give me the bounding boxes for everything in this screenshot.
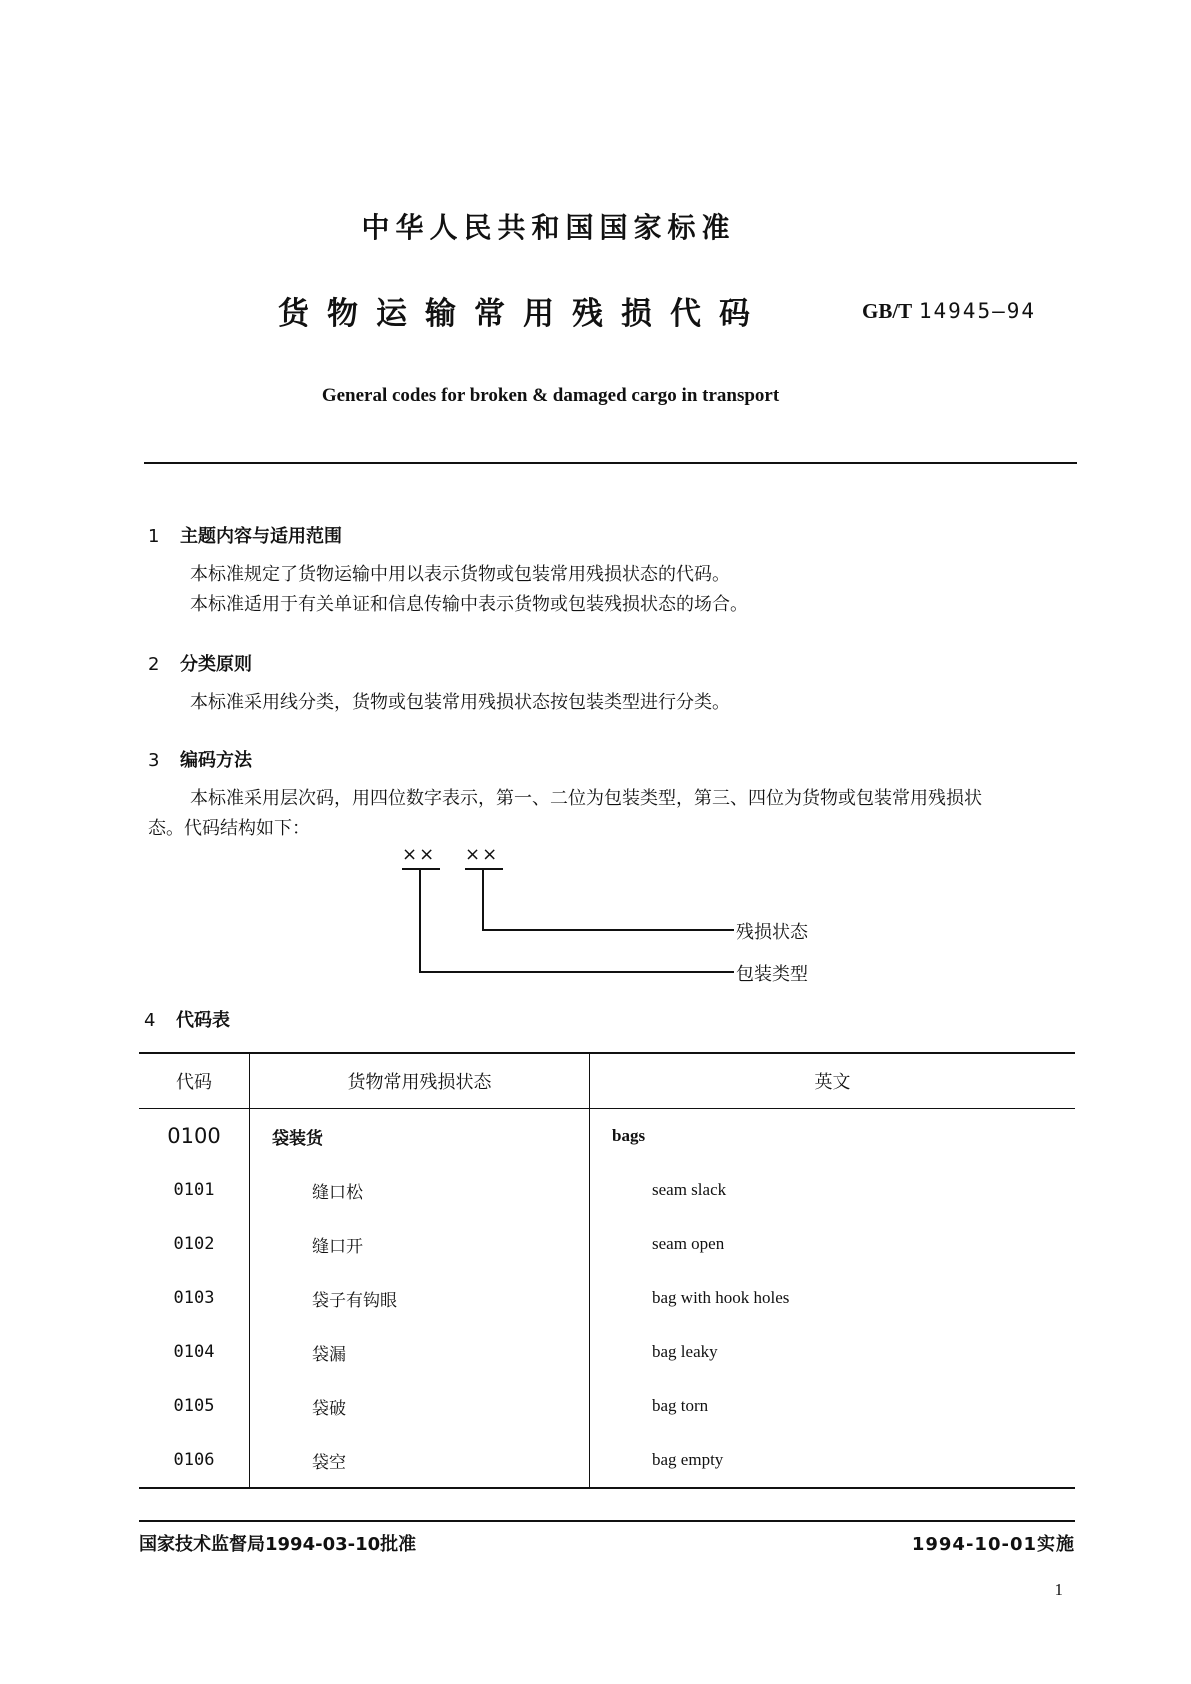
approval-date: 国家技术监督局1994-03-10批准 [139,1534,417,1555]
section-3-title: 编码方法 [180,750,252,771]
section-4-number: 4 [144,1010,156,1031]
standard-prefix: GB/T [862,299,913,323]
row-state: 袋子有钩眼 [250,1271,590,1325]
row-state: 缝口开 [250,1217,590,1271]
table-row [139,1379,1075,1433]
table-row [139,1271,1075,1325]
diagram-label-pack: 包装类型 [736,964,808,985]
table-row [139,1433,1075,1488]
effective-date: 1994-10-01实施 [911,1534,1075,1555]
row-state: 袋破 [250,1379,590,1433]
header-rule [144,462,1077,464]
document-title-cn: 货物运输常用残损代码 [278,296,768,332]
diagram-state-digits: ×× [465,844,500,865]
row-code: 0102 [139,1217,250,1271]
row-code: 0103 [139,1271,250,1325]
row-english: bag empty [590,1433,1076,1488]
diagram-connector-pack-v [419,868,421,972]
section-1-heading [148,522,342,548]
diagram-connector-state-v [482,868,484,930]
row-code: 0100 [139,1109,250,1164]
document-title-en [0,385,1191,407]
table-row [139,1325,1075,1379]
diagram-pack-digits: ×× [402,844,437,865]
section-1-para-2: 本标准适用于有关单证和信息传输中表示货物或包装残损状态的场合。 [190,594,748,615]
table-row [139,1217,1075,1271]
row-code: 0104 [139,1325,250,1379]
row-english: seam slack [652,1180,727,1199]
row-state: 缝口松 [250,1163,590,1217]
diagram-underline-state [465,868,503,870]
diagram-connector-pack-h [419,971,734,973]
section-2-heading [148,650,252,676]
row-english: bag torn [652,1396,709,1415]
header-english: 英文 [590,1053,1076,1109]
national-standard-text: 中华人民共和国国家标准 [361,211,736,244]
row-code: 0105 [139,1379,250,1433]
section-1-para-1: 本标准规定了货物运输中用以表示货物或包装常用残损状态的代码。 [190,564,730,585]
code-table [139,1052,1075,1489]
section-2-para-1: 本标准采用线分类，货物或包装常用残损状态按包装类型进行分类。 [190,692,730,713]
section-3-para-2: 态。代码结构如下： [148,818,310,839]
diagram-label-state: 残损状态 [736,922,808,943]
section-3-number: 3 [148,750,160,771]
row-english: bag leaky [652,1342,718,1361]
section-3-para-1: 本标准采用层次码，用四位数字表示，第一、二位为包装类型，第三、四位为货物或包装常用残损状 [190,788,982,809]
national-standard-heading [0,206,1191,246]
header-code: 代码 [139,1053,250,1109]
row-state: 袋空 [250,1433,590,1488]
section-2-number: 2 [148,654,160,675]
footer-rule [139,1520,1075,1522]
table-header-row [139,1053,1075,1109]
standard-number: 14945—94 [918,299,1037,323]
standard-code [862,299,1036,324]
section-3-heading [148,746,252,772]
diagram-underline-pack [402,868,440,870]
row-english: seam open [652,1234,725,1253]
row-code: 0106 [139,1433,250,1488]
section-1-title: 主题内容与适用范围 [180,526,342,547]
section-2-title: 分类原则 [180,654,252,675]
document-title-en-text: General codes for broken & damaged cargo in transport [321,385,780,406]
page-number: 1 [1054,1580,1063,1599]
row-state: 袋漏 [250,1325,590,1379]
row-code: 0101 [139,1163,250,1217]
section-4-heading [144,1006,230,1032]
row-english: bags [612,1126,646,1145]
section-1-number: 1 [148,526,160,547]
section-4-title: 代码表 [176,1010,230,1031]
row-state: 袋装货 [250,1109,590,1164]
header-state: 货物常用残损状态 [250,1053,590,1109]
row-english: bag with hook holes [652,1288,790,1307]
table-row [139,1163,1075,1217]
diagram-connector-state-h [482,929,734,931]
table-row [139,1109,1075,1164]
